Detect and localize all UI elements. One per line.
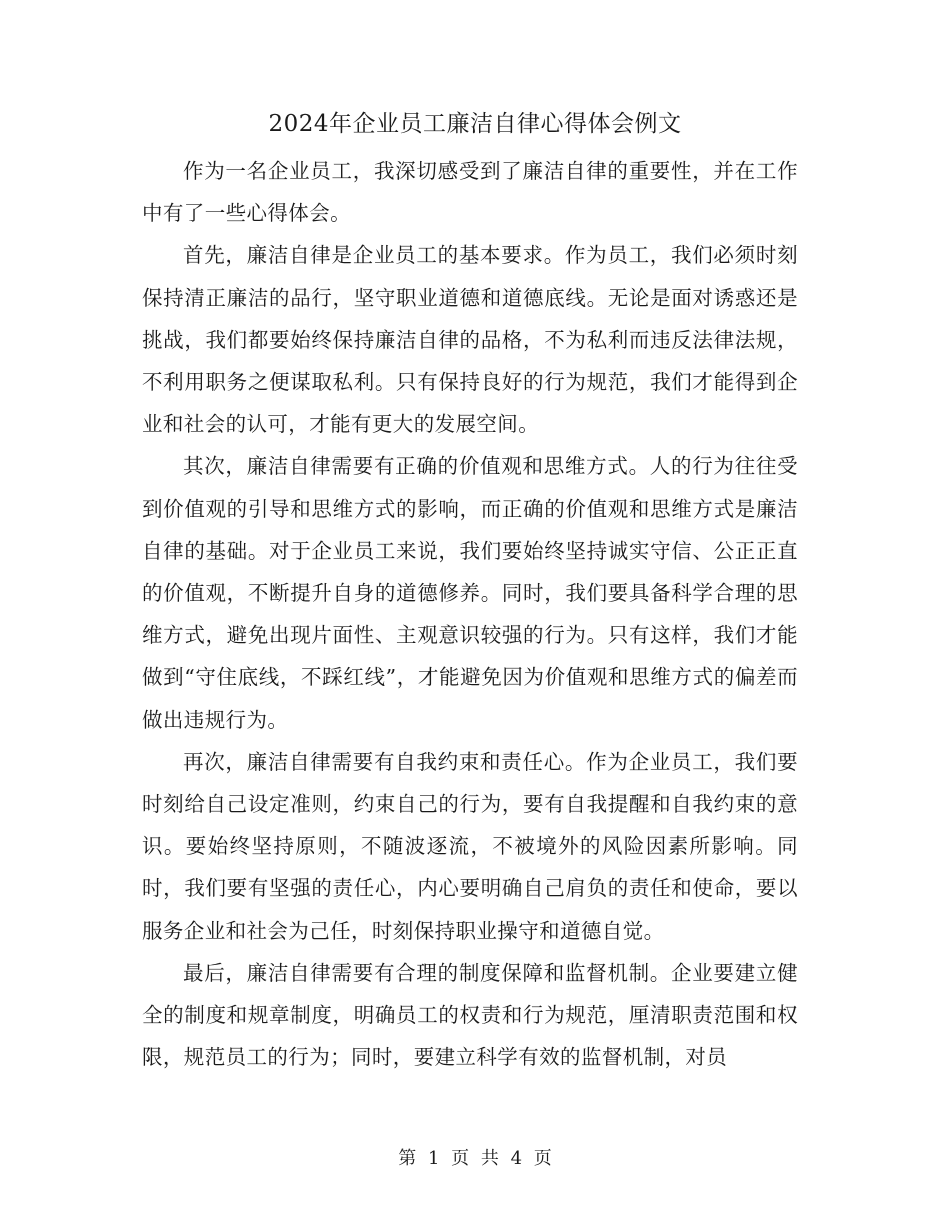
document-title: 2024年企业员工廉洁自律心得体会例文 — [268, 111, 682, 137]
page-number-footer: 第 1 页 共 4 页 — [398, 1148, 552, 1169]
paragraph-second-point: 其次，廉洁自律需要有正确的价值观和思维方式。人的行为往往受到价值观的引导和思维方式的影响，而正确的价值观和思维方式是廉洁自律的基础。对于企业员工来说，我们要始终坚持诚实守信、公正正直的价值观，不断提升自身的道德修养。同时，我们要具备科学合理的思维方式，避免出现片面性、主观意识较强的行为。只有这样，我们才能做到“守住底线，不踩红线”，才能避免因为价值观和思维方式的偏差而做出违规行为。 — [142, 454, 798, 732]
paragraph-intro: 作为一名企业员工，我深切感受到了廉洁自律的重要性，并在工作中有了一些心得体会。 — [142, 159, 798, 226]
paragraph-last-point: 最后，廉洁自律需要有合理的制度保障和监督机制。企业要建立健全的制度和规章制度，明确员工的权责和行为规范，厘清职责范围和权限，规范员工的行为；同时，要建立科学有效的监督机制，对员 — [142, 960, 798, 1070]
paragraph-first-point: 首先，廉洁自律是企业员工的基本要求。作为员工，我们必须时刻保持清正廉洁的品行，坚守职业道德和道德底线。无论是面对诱惑还是挑战，我们都要始终保持廉洁自律的品格，不为私利而违反法律法规，不利用职务之便谋取私利。只有保持良好的行为规范，我们才能得到企业和社会的认可，才能有更大的发展空间。 — [142, 243, 798, 437]
paragraph-third-point: 再次，廉洁自律需要有自我约束和责任心。作为企业员工，我们要时刻给自己设定准则，约束自己的行为，要有自我提醒和自我约束的意识。要始终坚持原则，不随波逐流，不被境外的风险因素所影响。同时，我们要有坚强的责任心，内心要明确自己肩负的责任和使命，要以服务企业和社会为己任，时刻保持职业操守和道德自觉。 — [142, 749, 798, 943]
document-body — [142, 150, 798, 1078]
